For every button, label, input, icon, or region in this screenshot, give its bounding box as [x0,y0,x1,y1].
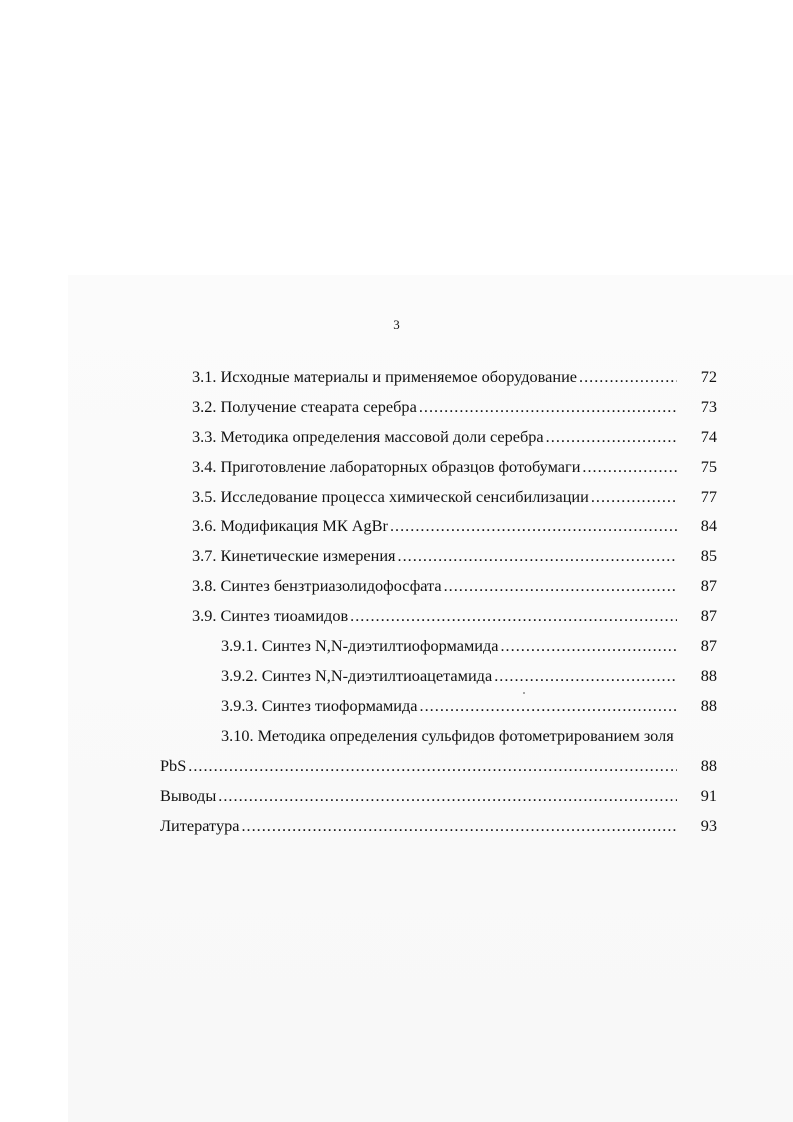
toc-subentry [221,695,717,719]
toc-entry-page: 73 [700,397,717,416]
toc-leader-dots [398,545,677,567]
toc-entry-page: 88 [700,666,717,685]
toc-entry [160,815,717,839]
toc-leader-dots [188,755,677,777]
toc-entry-title: 3.5. Исследование процесса химической сенсибилизации [192,487,589,506]
toc-entry-page: 87 [700,606,717,625]
toc-entry-continuation [160,755,717,779]
page-number: 3 [393,317,400,332]
toc-entry [192,426,717,450]
toc-entry-title: 3.3. Методика определения массовой доли серебра [192,427,544,446]
toc-entry-page: 88 [700,696,717,715]
toc-leader-dots [444,575,677,597]
toc-entry-page: 77 [700,487,717,506]
toc-leader-dots [419,396,677,418]
toc-entry-page: 72 [700,367,717,386]
toc-entry-title: 3.8. Синтез бензтриазолидофосфата [192,576,442,595]
toc-entry-page: 93 [700,816,717,835]
toc-leader-dots [420,695,677,717]
toc-entry-title: 3.9.3. Синтез тиоформамида [221,696,418,715]
toc-entry-title: 3.9. Синтез тиоамидов [192,606,349,625]
toc-entry-title: PbS [160,756,187,775]
toc-leader-dots [546,426,677,448]
toc-entry [192,396,717,420]
toc-entry [160,785,717,809]
toc-leader-dots [494,665,677,687]
toc-entry-page: 87 [700,636,717,655]
toc-leader-dots [579,366,677,388]
toc-leader-dots [390,515,677,537]
toc-entry-page: 85 [700,546,717,565]
toc-entry-title: Выводы [160,786,217,805]
toc-entry [192,486,717,510]
toc-entry-title: 3.6. Модификация МК AgBr [192,516,388,535]
toc-entry-page: 87 [700,576,717,595]
toc-subentry [221,665,717,689]
toc-leader-dots [218,785,677,807]
toc-entry [192,605,717,629]
toc-entry [192,545,717,569]
toc-leader-dots [591,486,677,508]
toc-entry-title: 3.9.2. Синтез N,N-диэтилтиоацетамида [221,666,493,685]
toc-entry-title: 3.1. Исходные материалы и применяемое оборудование [192,367,578,386]
toc-entry [192,456,717,480]
toc-entry-title-wrapped: 3.10. Методика определения сульфидов фотометрированием золя [221,726,674,745]
toc-leader-dots [350,605,677,627]
toc-leader-dots [582,456,677,478]
toc-entry-page: 75 [700,457,717,476]
toc-leader-dots [241,815,677,837]
scan-speck [523,692,525,694]
toc-entry [192,575,717,599]
toc-entry [192,366,717,390]
toc-entry-title: 3.7. Кинетические измерения [192,546,396,565]
toc-entry [192,515,717,539]
toc-entry-title: 3.9.1. Синтез N,N-диэтилтиоформамида [221,636,499,655]
toc-entry-page: 91 [700,786,717,805]
toc-entry-page: 88 [700,756,717,775]
toc-leader-dots [500,635,677,657]
toc-entry-page: 74 [700,427,717,446]
toc-entry-title: 3.4. Приготовление лабораторных образцов фотобумаги [192,457,581,476]
toc-entry-page: 84 [700,516,717,535]
toc-entry-title: 3.2. Получение стеарата серебра [192,397,417,416]
toc-subentry [221,635,717,659]
toc-entry-title: Литература [160,816,240,835]
